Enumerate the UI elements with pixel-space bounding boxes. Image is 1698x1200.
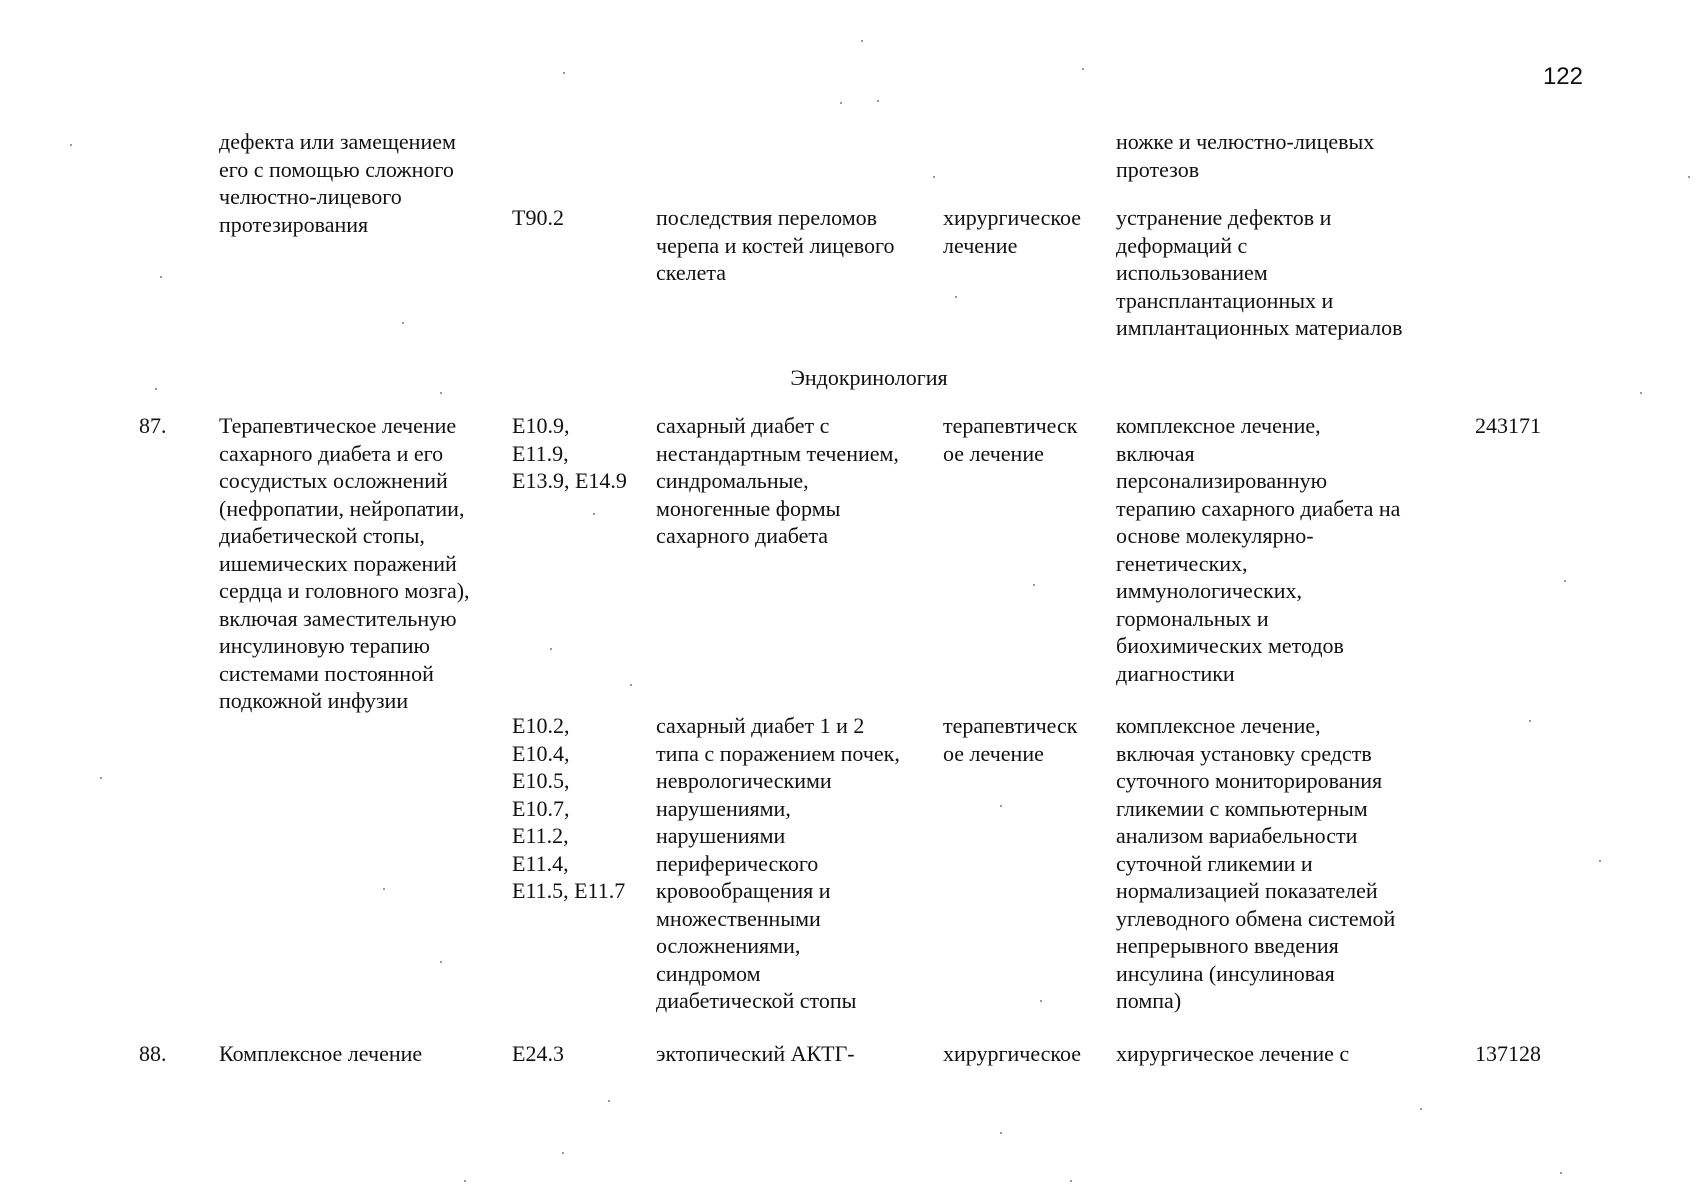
scan-speck	[155, 388, 157, 390]
cost-cell: 243171	[1475, 413, 1541, 438]
scan-speck	[861, 40, 863, 42]
scan-speck	[933, 176, 935, 178]
scan-speck	[1070, 1180, 1072, 1182]
scan-speck	[1529, 720, 1531, 722]
scan-speck	[440, 961, 442, 963]
model-cell: эктопический АКТГ-	[656, 1041, 855, 1066]
method-cell: комплексное лечение, включая установку средств суточного мониторирования гликемии с компьютерным анализом вариабельности суточной гликемии и нормализацией показателей углеводного обмена системой непрерывного введения инсулина (инсулиновая помпа)	[1116, 713, 1396, 1013]
method-cell: хирургическое лечение с	[1116, 1041, 1350, 1066]
scan-speck	[1082, 68, 1084, 70]
method-cell: комплексное лечение, включая персонализированную терапию сахарного диабета на основе молекулярно- генетических, иммунологических, гормональных и биохимических методов диагностики	[1116, 413, 1401, 686]
treatment-cell: терапевтическ ое лечение	[943, 713, 1078, 766]
name-cell: Терапевтическое лечение сахарного диабета и его сосудистых осложнений (нефропатии, нейропатии, диабетической стопы, ишемических поражений сердца и головного мозга), включая заместительную инсулиновую терапию системами постоянной подкожной инфузии	[219, 413, 470, 713]
continued-method-cell: ножке и челюстно-лицевых протезов	[1116, 129, 1375, 182]
scan-speck	[1560, 1172, 1562, 1174]
scan-speck	[383, 888, 385, 890]
scan-speck	[402, 322, 404, 324]
scan-speck	[1640, 392, 1642, 394]
scan-speck	[464, 1180, 466, 1182]
scan-speck	[955, 296, 957, 298]
scan-speck	[1040, 1000, 1042, 1002]
scan-speck	[1420, 1108, 1422, 1110]
model-cell: последствия переломов черепа и костей лицевого скелета	[656, 205, 895, 285]
code-cell: E24.3	[512, 1041, 564, 1066]
scan-speck	[608, 1100, 610, 1102]
code-cell: E10.2, E10.4, E10.5, E10.7, E11.2, E11.4, E11.5, E11.7	[512, 713, 626, 903]
page-number: 122	[1542, 63, 1583, 90]
treatment-cell: хирургическое лечение	[943, 205, 1082, 258]
scan-speck	[1000, 805, 1002, 807]
scan-speck	[562, 1152, 564, 1154]
scan-speck	[440, 392, 442, 394]
scan-speck	[70, 144, 72, 146]
scan-speck	[1599, 860, 1601, 862]
scan-speck	[100, 777, 102, 779]
scan-speck	[840, 102, 842, 104]
code-cell: E10.9, E11.9, E13.9, E14.9	[512, 413, 627, 493]
row-number: 87.	[139, 413, 167, 438]
row-number: 88.	[139, 1041, 167, 1066]
code-cell: T90.2	[512, 205, 564, 230]
scan-speck	[1033, 584, 1035, 586]
continued-name-cell: дефекта или замещением его с помощью сложного челюстно-лицевого протезирования	[219, 129, 456, 237]
name-cell: Комплексное лечение	[219, 1041, 423, 1066]
treatment-cell: терапевтическ ое лечение	[943, 413, 1078, 466]
scan-speck	[877, 100, 879, 102]
scan-speck	[563, 72, 565, 74]
scan-speck	[630, 684, 632, 686]
scan-speck	[1000, 1132, 1002, 1134]
cost-cell: 137128	[1475, 1041, 1541, 1066]
model-cell: сахарный диабет с нестандартным течением, синдромальные, моногенные формы сахарного диабета	[656, 413, 899, 548]
model-cell: сахарный диабет 1 и 2 типа с поражением почек, неврологическими нарушениями, нарушениями периферического кровообращения и множественными осложнениями, синдромом диабетической стопы	[656, 713, 900, 1013]
scan-speck	[593, 513, 595, 515]
method-cell: устранение дефектов и деформаций с использованием трансплантационных и имплантационных материалов	[1116, 205, 1403, 340]
scan-speck	[550, 648, 552, 650]
section-title: Эндокринология	[790, 365, 948, 390]
treatment-cell: хирургическое	[943, 1041, 1082, 1066]
scan-speck	[160, 276, 162, 278]
scan-speck	[1688, 176, 1690, 178]
scan-speck	[1564, 580, 1566, 582]
